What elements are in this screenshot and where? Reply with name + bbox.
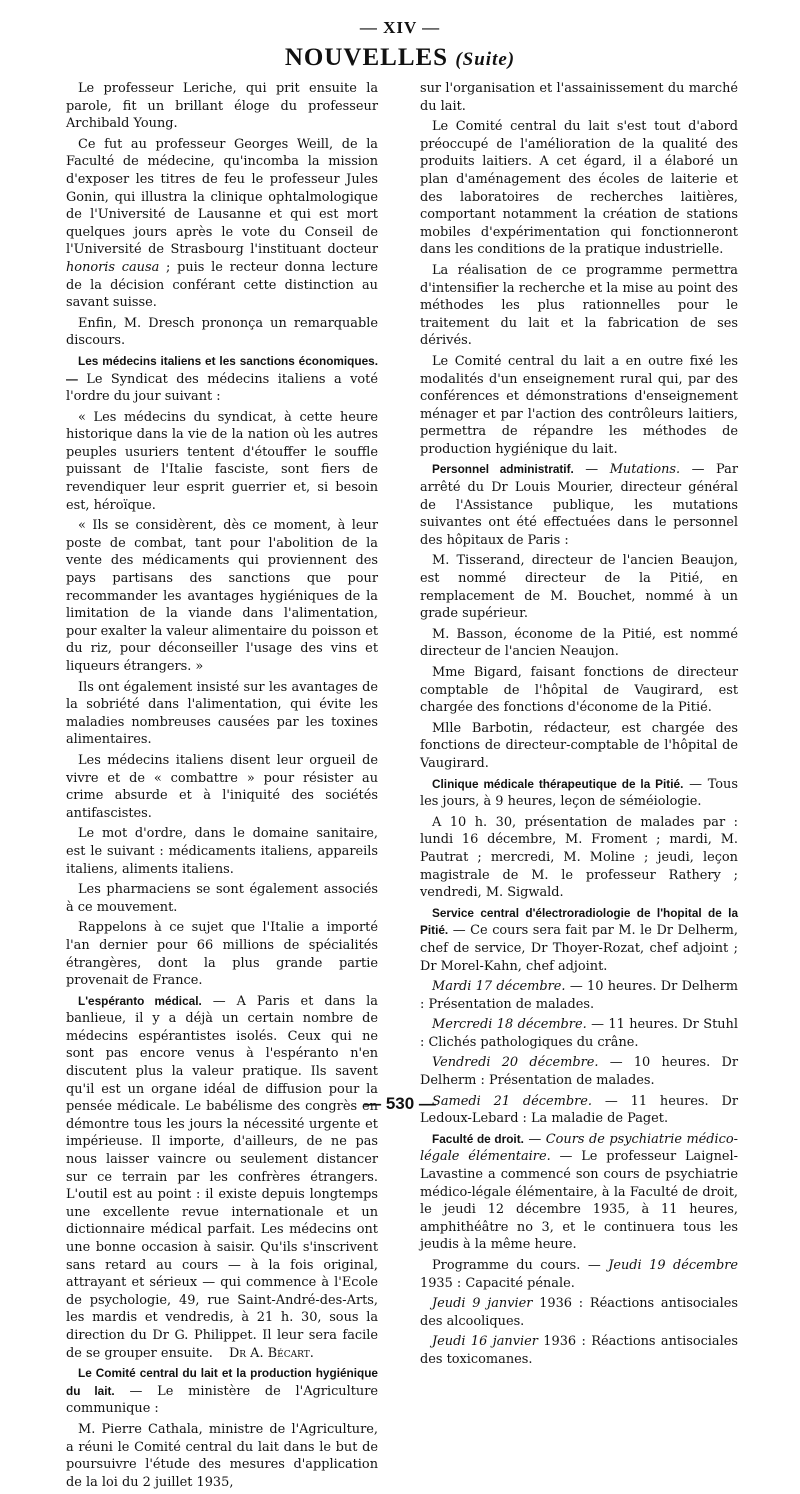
- page-title: [0, 44, 800, 72]
- italic-text: Mercredi 18 décembre.: [432, 1017, 587, 1033]
- paragraph-text: Enfin, M. Dresch prononça un remarquable discours.: [66, 315, 378, 349]
- paragraph-text: M. Basson, économe de la Pitié, est nommé directeur de l'ancien Neaujon.: [420, 626, 738, 660]
- section-heading: Faculté de droit.: [432, 1131, 524, 1146]
- paragraph-text: Rappelons à ce sujet que l'Italie a importé l'an dernier pour 66 millions de spécialités étrangères, dont la plus grande partie provenait de France.: [66, 920, 378, 989]
- paragraph-text: sur l'organisation et l'assainissement du marché du lait.: [420, 81, 738, 114]
- paragraph: [420, 1295, 738, 1330]
- section-heading: Service central d'électroradiologie de l'hopital de la Pitié.: [420, 905, 738, 938]
- paragraph-text: « Ils se considèrent, dès ce moment, à leur poste de combat, tant pour l'abolition de la vente des médicaments qui proviennent des pays partisans des sanctions que pour recommander les avantages hygiéniques de la limitation de la viande dans l'alimentation, pour exalter la valeur alimentaire du poisson et du riz, pour déconseiller l'usage des vins et liqueurs étrangers. »: [66, 518, 378, 674]
- title-suffix: (Suite): [455, 49, 516, 70]
- paragraph-text: Les médecins italiens disent leur orgueil de vivre et de « combattre » pour résister au crime absurde et à l'iniquité des sociétés antifascistes.: [66, 752, 378, 821]
- italic-text: Mutations.: [609, 462, 681, 478]
- italic-text: Mardi 17 décembre.: [432, 979, 566, 995]
- paragraph-text: ; puis le recteur donna lecture de la décision conférant cette distinction au savant suisse.: [66, 259, 378, 311]
- paragraph-text: 1936 : Réactions antisociales des toxicomanes.: [420, 1334, 738, 1367]
- section-heading: Les médecins italiens et les sanctions économiques. —: [66, 353, 378, 386]
- paragraph-text: A 10 h. 30, présentation de malades par : lundi 16 décembre, M. Froment ; mardi, M. Pautrat ; mercredi, M. Moline ; jeudi, leçon magistrale de M. le professeur Rathery ; vendredi, M. Sigwald.: [420, 814, 738, 901]
- paragraph: [420, 1016, 738, 1051]
- paragraph: [66, 517, 378, 675]
- italic-text: Vendredi 20 décembre.: [432, 1055, 599, 1071]
- paragraph-text: — 11 heures. Dr Ledoux-Lebard : La maladie de Paget.: [420, 1093, 738, 1127]
- paragraph: [66, 136, 378, 312]
- paragraph: [420, 353, 738, 459]
- paragraph-text: — Tous les jours, à 9 heures, leçon de séméiologie.: [420, 776, 738, 810]
- paragraph: [420, 80, 738, 115]
- italic-text: honoris causa: [66, 259, 160, 275]
- section-heading: Le Comité central du lait et la production hygiénique du lait.: [66, 1366, 378, 1398]
- paragraph-text: 1936 : Réactions antisociales des alcooliques.: [420, 1296, 738, 1329]
- paragraph: [420, 905, 738, 975]
- paragraph: [66, 1365, 378, 1418]
- title-text: NOUVELLES: [284, 44, 449, 71]
- paragraph-text: —: [523, 1131, 546, 1147]
- author-signature: Dr A. Bécart.: [228, 1345, 314, 1361]
- paragraph-text: La réalisation de ce programme permettra d'intensifier la recherche et la mise au point des méthodes les plus rationnelles pour le traitement du lait et la fabrication de ses dérivés.: [420, 262, 738, 349]
- paragraph: [420, 1257, 738, 1292]
- italic-text: Samedi 21 décembre.: [432, 1093, 592, 1109]
- paragraph: [420, 720, 738, 773]
- italic-text: Cours de psychiatrie médico-légale élémentaire.: [420, 1131, 739, 1165]
- paragraph: [66, 993, 378, 1362]
- paragraph-text: — Le ministère de l'Agriculture communique :: [66, 1383, 378, 1417]
- paragraph-text: Mlle Barbotin, rédacteur, est chargée des fonctions de directeur-comptable de l'hôpital de Vaugirard.: [420, 720, 738, 771]
- paragraph: [420, 814, 738, 902]
- section-heading: Clinique médicale thérapeutique de la Pitié.: [432, 776, 684, 791]
- paragraph: [420, 1333, 738, 1368]
- paragraph-text: M. Pierre Cathala, ministre de l'Agriculture, a réuni le Comité central du lait dans le but de poursuivre l'étude des mesures d'application de la loi du 2 juillet 1935,: [66, 1421, 378, 1490]
- paragraph: [420, 262, 738, 350]
- paragraph-text: — 11 heures. Dr Stuhl : Clichés pathologiques du crâne.: [420, 1017, 738, 1050]
- paragraph-text: Ce fut au professeur Georges Weill, de la Faculté de médecine, qu'incomba la mission d'exposer les titres de feu le professeur Jules Gonin, qui illustra la clinique ophtalmologique de l'Université de Lausanne et qui est mort quelques jours après le vote du Conseil de l'Université de Strasbourg l'instituant docteur: [66, 136, 378, 258]
- paragraph: [66, 80, 378, 133]
- paragraph-text: — A Paris et dans la banlieue, il y a déjà un certain nombre de médecins espérantistes isolés. Ceux qui ne sont pas encore venus à l'espéranto n'en discutent plus la valeur pratique. Ils savent qu'il est un organe idéal de diffusion pour la pensée médicale. Le babélisme des congrès en démontre tous les jours la nécessité urgente et impérieuse. Il importe, d'ailleurs, de ne pas nous laisser vaincre ou seulement distancer sur ce terrain par les confrères étrangers. L'outil est au point : il existe depuis longtemps une excellente revue internationale et un dictionnaire médical parfait. Les médecins ont une bonne occasion à saisir. Qu'ils s'inscrivent sans retard au cours — à la fois original, attrayant et sérieux — qui commence à l'Ecole de psychologie, 49, rue Saint-André-des-Arts, les mardis et vendredis, à 21 h. 30, sous la direction du Dr G. Philippet. Il leur sera facile de se grouper ensuite.: [66, 993, 378, 1361]
- paragraph: [420, 1054, 738, 1089]
- paragraph: [420, 118, 738, 259]
- page-number-footer: — 530 —: [364, 1094, 436, 1113]
- paragraph: [420, 664, 738, 717]
- paragraph-text: « Les médecins du syndicat, à cette heure historique dans la vie de la nation où les autres peuples usuriers tentent d'étouffer le souffle puissant de l'Italie fasciste, sont fiers de revendiquer leur esprit guerrier et, si besoin est, héroïque.: [66, 409, 378, 513]
- section-heading: Personnel administratif.: [432, 462, 574, 477]
- paragraph-text: Les pharmaciens se sont également associés à ce mouvement.: [66, 882, 378, 915]
- paragraph-text: Ils ont également insisté sur les avantages de la sobriété dans l'alimentation, qui évite les maladies nombreuses causées par les toxines alimentaires.: [66, 679, 378, 748]
- left-column: [66, 80, 378, 1494]
- paragraph: [420, 626, 738, 661]
- paragraph: [420, 1131, 738, 1254]
- paragraph-text: Le Comité central du lait a en outre fixé les modalités d'un enseignement rural qui, par des conférences et démonstrations d'enseignement ménager et par l'action des contrôleurs laitiers, permettra de répandre les méthodes de production hygiénique du lait.: [420, 353, 738, 457]
- paragraph: [66, 825, 378, 878]
- paragraph-text: — 10 heures. Dr Delherm : Présentation de malades.: [420, 979, 738, 1012]
- paragraph: [66, 679, 378, 749]
- paragraph: [66, 919, 378, 989]
- paragraph: [420, 776, 738, 811]
- paragraph-text: — 10 heures. Dr Delherm : Présentation de malades.: [420, 1055, 738, 1089]
- paragraph: [66, 752, 378, 822]
- paragraph: [66, 353, 378, 406]
- italic-text: Jeudi 19 décembre: [608, 1258, 738, 1273]
- paragraph-text: Le mot d'ordre, dans le domaine sanitaire, est le suivant : médicaments italiens, appareils italiens, aliments italiens.: [66, 826, 378, 877]
- paragraph: [66, 1421, 378, 1491]
- running-page-number: — XIV —: [359, 18, 441, 37]
- paragraph-text: Le Comité central du lait s'est tout d'abord préoccupé de l'amélioration de la qualité des produits laitiers. A cet égard, il a élaboré un plan d'aménagement des écoles de laiterie et des laboratoires de recherches laitières, comportant notamment la création de stations mobiles d'expérimentation qui fonctionneront dans les conditions de la pratique industrielle.: [420, 119, 738, 258]
- italic-text: Jeudi 16 janvier: [432, 1334, 538, 1350]
- italic-text: Jeudi 9 janvier: [432, 1296, 533, 1312]
- paragraph-text: Le Syndicat des médecins italiens a voté l'ordre du jour suivant :: [66, 371, 378, 405]
- paragraph-text: Programme du cours. —: [432, 1258, 609, 1273]
- paragraph: [66, 881, 378, 916]
- paragraph-text: Le professeur Leriche, qui prit ensuite la parole, fit un brillant éloge du professeur Archibald Young.: [66, 81, 378, 132]
- paragraph-text: M. Tisserand, directeur de l'ancien Beaujon, est nommé directeur de la Pitié, en remplacement de M. Bouchet, nommé à un grade supérieur.: [420, 553, 738, 622]
- right-column: [420, 80, 738, 1372]
- paragraph: [420, 552, 738, 622]
- paragraph: [420, 461, 738, 549]
- paragraph: [420, 978, 738, 1013]
- paragraph: [66, 409, 378, 515]
- paragraph-text: Mme Bigard, faisant fonctions de directeur comptable de l'hôpital de Vaugirard, est chargée des fonctions d'économe de la Pitié.: [420, 665, 738, 716]
- paragraph-text: — Ce cours sera fait par M. le Dr Delherm, chef de service, Dr Thoyer-Rozat, chef adjoint ; Dr Morel-Kahn, chef adjoint.: [420, 923, 738, 974]
- paragraph: [66, 315, 378, 350]
- paragraph-text: 1935 : Capacité pénale.: [420, 1275, 575, 1291]
- section-heading: L'espéranto médical.: [78, 993, 202, 1008]
- paragraph-text: —: [573, 462, 610, 478]
- paragraph-text: — Le professeur Laignel-Lavastine a commencé son cours de psychiatrie médico-légale élémentaire, à la Faculté de droit, le jeudi 12 décembre 1935, à 11 heures, amphithéâtre no 3, et le continuera tous les jeudis à la même heure.: [420, 1149, 738, 1253]
- paragraph-text: — Par arrêté du Dr Louis Mourier, directeur général de l'Assistance publique, les mutations suivantes ont été effectuées dans le personnel des hôpitaux de Paris :: [420, 462, 738, 548]
